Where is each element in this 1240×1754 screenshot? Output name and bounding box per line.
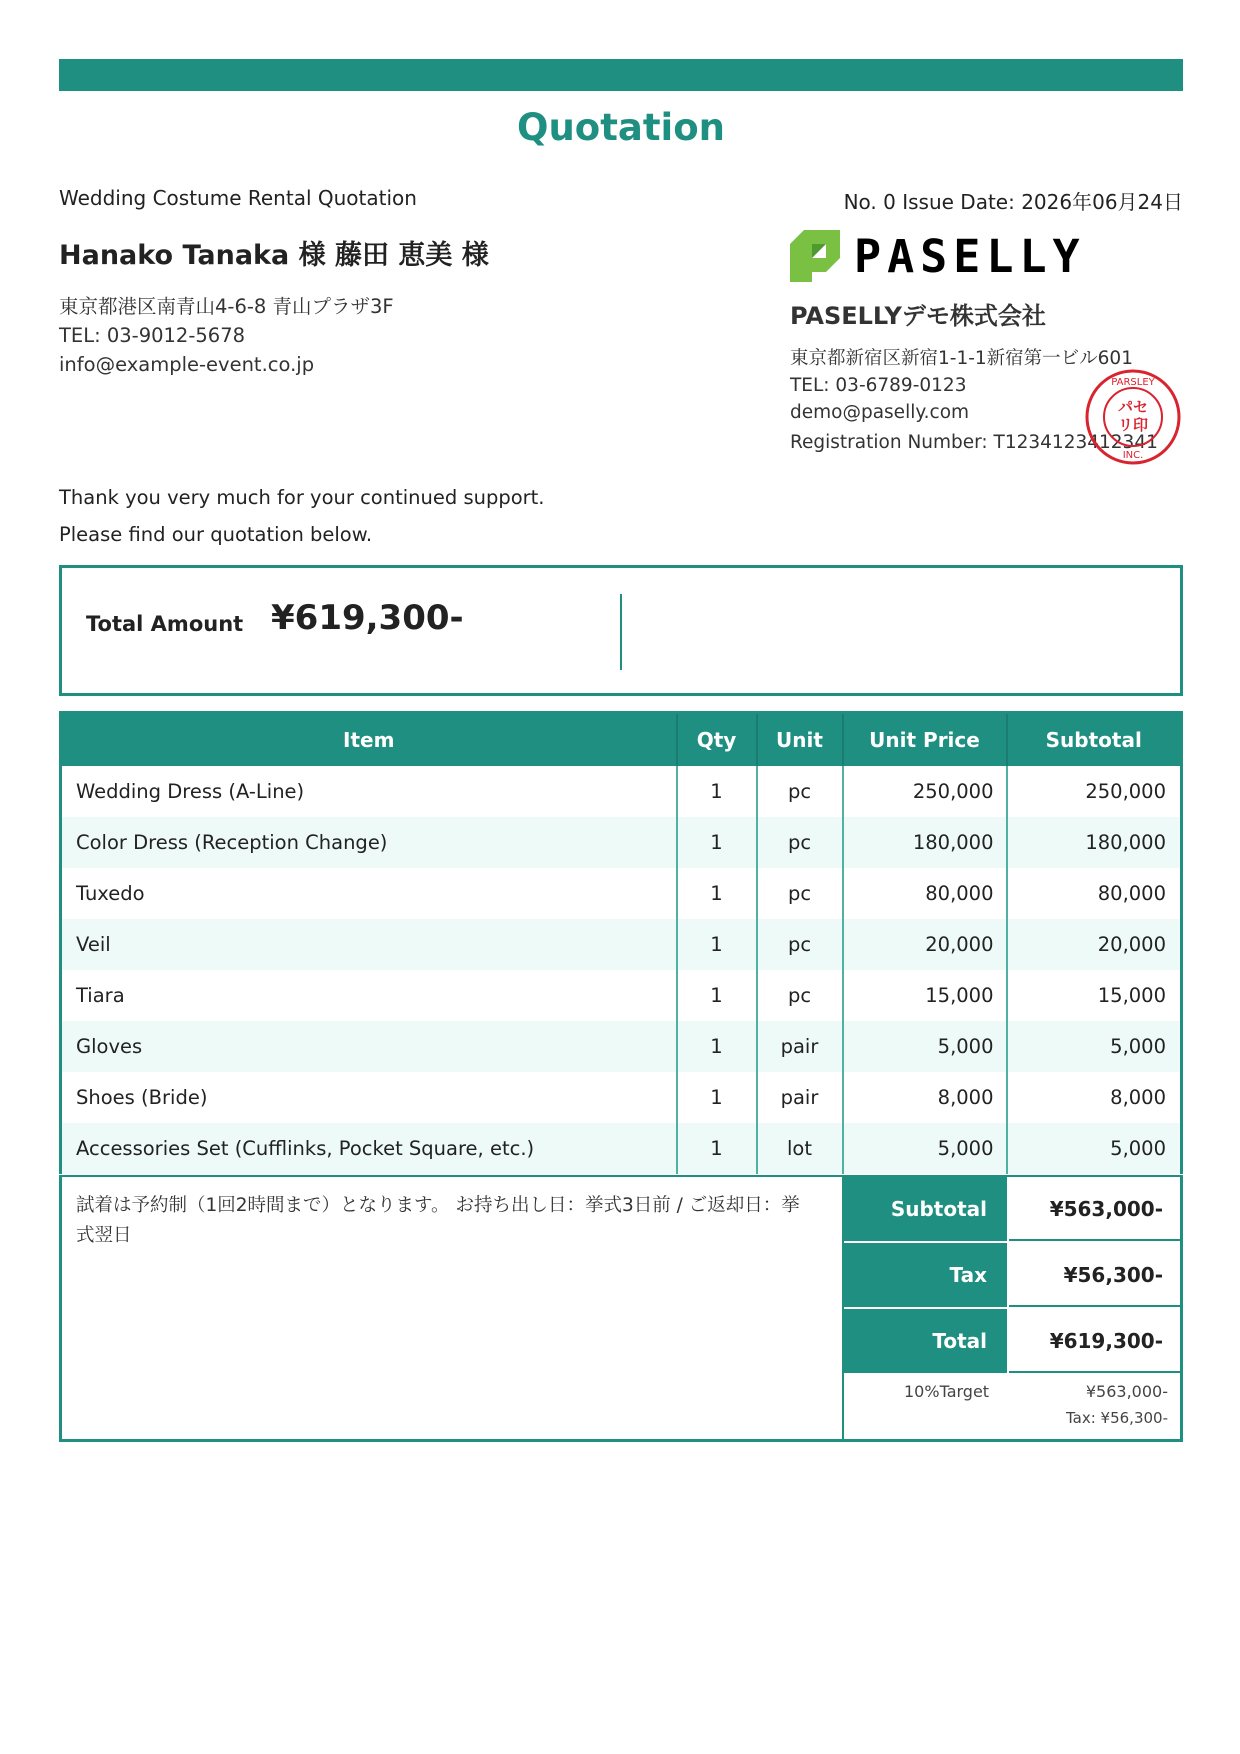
cell-item: Tiara <box>76 983 125 1007</box>
summary-section <box>59 1175 1183 1442</box>
header-accent-bar <box>59 59 1183 91</box>
greeting-line: Please find our quotation below. <box>59 523 373 546</box>
table-row <box>61 970 1182 1021</box>
cell-unit-price: 5,000 <box>843 1123 1007 1174</box>
issue-info: No. 0 Issue Date: 2026年06月24日 <box>843 190 1183 214</box>
cell-qty: 1 <box>677 970 757 1021</box>
header-qty: Qty <box>677 713 757 766</box>
total-row <box>844 1309 1183 1375</box>
cell-unit: pc <box>757 817 843 868</box>
cell-unit: lot <box>757 1123 843 1174</box>
document-subtitle: Wedding Costume Rental Quotation <box>59 186 417 210</box>
cell-item: Shoes (Bride) <box>76 1085 208 1109</box>
remarks-note: 試着は予約制（1回2時間まで）となります。 お持ち出し日：挙式3日前 / ご返却日：挙式翌日 <box>76 1195 800 1246</box>
subtotal-label: Subtotal <box>844 1177 1007 1241</box>
cell-unit-price: 15,000 <box>843 970 1007 1021</box>
tax-target-label: 10%Target <box>904 1382 990 1401</box>
total-value: ¥619,300- <box>1009 1309 1183 1373</box>
header-subtotal: Subtotal <box>1007 713 1182 766</box>
cell-subtotal: 8,000 <box>1007 1072 1182 1123</box>
tax-label: Tax <box>844 1243 1007 1307</box>
company-info <box>790 345 1133 426</box>
cell-unit-price: 180,000 <box>843 817 1007 868</box>
table-row <box>61 766 1182 817</box>
table-row <box>61 868 1182 919</box>
cell-subtotal: 5,000 <box>1007 1123 1182 1174</box>
svg-text:INC.: INC. <box>1122 450 1144 461</box>
page-title: Quotation <box>517 106 725 149</box>
company-tel: TEL: 03-6789-0123 <box>790 375 967 396</box>
cell-subtotal: 15,000 <box>1007 970 1182 1021</box>
cell-subtotal: 5,000 <box>1007 1021 1182 1072</box>
subtotal-value: ¥563,000- <box>1009 1177 1183 1241</box>
client-tel: TEL: 03-9012-5678 <box>59 324 246 347</box>
header-unit-price: Unit Price <box>843 713 1007 766</box>
cell-item: Wedding Dress (A-Line) <box>76 779 305 803</box>
client-address: 東京都港区南青山4-6-8 青山プラザ3F <box>59 295 394 318</box>
cell-unit-price: 8,000 <box>843 1072 1007 1123</box>
svg-text:パセ: パセ <box>1117 398 1149 416</box>
cell-qty: 1 <box>677 1123 757 1174</box>
table-header-row <box>61 713 1182 766</box>
tax-value: ¥56,300- <box>1009 1243 1183 1307</box>
total-amount-label: Total Amount <box>86 612 244 636</box>
cell-qty: 1 <box>677 868 757 919</box>
cell-unit: pair <box>757 1021 843 1072</box>
client-name: Hanako Tanaka 様 藤田 恵美 様 <box>59 240 489 271</box>
company-logo <box>790 230 1086 282</box>
total-amount-value: ¥619,300- <box>271 598 464 638</box>
client-email: info@example-event.co.jp <box>59 353 315 376</box>
cell-unit-price: 20,000 <box>843 919 1007 970</box>
cell-subtotal: 180,000 <box>1007 817 1182 868</box>
header-unit: Unit <box>757 713 843 766</box>
company-email: demo@paselly.com <box>790 402 970 423</box>
cell-unit: pc <box>757 970 843 1021</box>
cell-qty: 1 <box>677 1021 757 1072</box>
cell-subtotal: 20,000 <box>1007 919 1182 970</box>
cell-subtotal: 250,000 <box>1007 766 1182 817</box>
line-items-table <box>59 711 1183 1174</box>
table-row <box>61 1123 1182 1174</box>
table-row <box>61 919 1182 970</box>
cell-unit: pc <box>757 766 843 817</box>
cell-qty: 1 <box>677 766 757 817</box>
total-label: Total <box>844 1309 1007 1373</box>
client-info <box>59 292 394 379</box>
header-item: Item <box>61 713 677 766</box>
table-row <box>61 1072 1182 1123</box>
svg-text:リ印: リ印 <box>1117 416 1149 434</box>
cell-unit-price: 250,000 <box>843 766 1007 817</box>
logo-mark-icon <box>790 230 840 282</box>
cell-item: Tuxedo <box>76 881 145 905</box>
svg-text:PARSLEY: PARSLEY <box>1111 377 1155 388</box>
cell-item: Veil <box>61 919 677 970</box>
tax-amount-detail: Tax: ¥56,300- <box>1065 1409 1168 1427</box>
greeting-line: Thank you very much for your continued support. <box>59 486 545 509</box>
cell-item: Gloves <box>61 1021 677 1072</box>
cell-unit: pc <box>757 868 843 919</box>
cell-unit-price: 5,000 <box>843 1021 1007 1072</box>
logo-text: PASELLY <box>854 229 1086 283</box>
cell-qty: 1 <box>677 919 757 970</box>
cell-qty: 1 <box>677 817 757 868</box>
cell-item: Color Dress (Reception Change) <box>61 817 677 868</box>
table-row <box>61 817 1182 868</box>
cell-unit: pc <box>757 919 843 970</box>
total-box-divider <box>620 594 622 670</box>
tax-target-value: ¥563,000- <box>1085 1382 1168 1401</box>
tax-row <box>844 1243 1183 1309</box>
company-name: PASELLYデモ株式会社 <box>790 302 1046 330</box>
cell-unit: pair <box>757 1072 843 1123</box>
cell-subtotal: 80,000 <box>1007 868 1182 919</box>
subtotal-row <box>844 1177 1183 1243</box>
greeting-text <box>59 479 545 553</box>
cell-qty: 1 <box>677 1072 757 1123</box>
company-seal-stamp <box>1084 368 1182 466</box>
cell-item: Accessories Set (Cufflinks, Pocket Square, etc.) <box>61 1123 677 1174</box>
table-row <box>61 1021 1182 1072</box>
registration-number: Registration Number: T1234123412341 <box>790 432 1158 453</box>
total-amount-box <box>59 565 1183 696</box>
cell-unit-price: 80,000 <box>843 868 1007 919</box>
company-address: 東京都新宿区新宿1-1-1新宿第一ビル601 <box>790 348 1133 369</box>
